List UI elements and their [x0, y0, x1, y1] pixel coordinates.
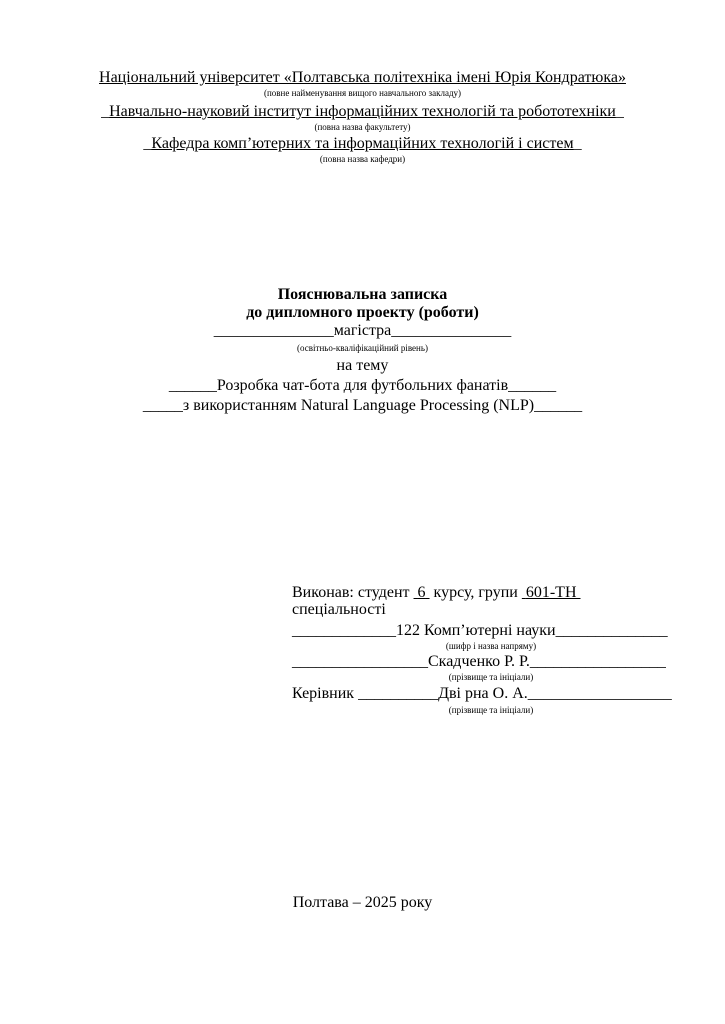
student-line: _________________Скадченко Р. Р._________________	[292, 653, 666, 670]
university-name: Національний університет «Полтавська політехніка імені Юрія Кондратюка»	[99, 69, 626, 86]
topic-line-1-text: Розробка чат-бота для футбольних фанатів	[216, 377, 509, 394]
group-number: 601-ТН	[525, 584, 577, 601]
degree-caption: (освітньо-кваліфікаційний рівень)	[297, 343, 428, 353]
institute-name: _Навчально-науковий інститут інформаційних технологій та робототехніки_	[101, 103, 624, 120]
student-name: Скадченко Р. Р.	[428, 653, 530, 670]
university-caption: (повне найменування вищого навчального закладу)	[263, 88, 462, 98]
course-number: 6	[417, 584, 426, 601]
performer-line	[292, 585, 581, 601]
city-year: Полтава – 2025 року	[292, 894, 433, 911]
specialty-line: _____________122 Комп’ютерні науки______________	[292, 622, 668, 639]
department-name-text: Кафедра комп’ютерних та інформаційних технологій і систем	[151, 135, 574, 152]
supervisor-line: Керівник __________Дві рна О. А.__________________	[292, 685, 672, 702]
topic-line-2-text: з використанням Natural Language Processing (NLP)	[182, 397, 535, 414]
topic-line-2: _____з використанням Natural Language Processing (NLP)______	[142, 397, 583, 414]
performer-mid-label: курсу, групи	[429, 584, 522, 601]
department-caption: (повна назва кафедри)	[319, 154, 406, 164]
specialty-text: 122 Комп’ютерні науки	[396, 622, 556, 639]
document-subtitle: до дипломного проекту (роботи)	[246, 304, 479, 321]
degree-level: _______________магістра_______________	[213, 322, 512, 339]
student-caption: (прізвище та ініціали)	[448, 672, 534, 682]
supervisor-caption: (прізвище та ініціали)	[448, 705, 534, 715]
degree-level-text: магістра	[333, 322, 392, 339]
performer-label: Виконав: студент	[292, 584, 414, 601]
department-name: _Кафедра комп’ютерних та інформаційних технологій і систем_	[143, 135, 582, 152]
topic-label: на тему	[336, 357, 389, 374]
supervisor-name: Дві рна О. А.	[438, 685, 528, 702]
specialty-label: спеціальності	[292, 601, 386, 618]
supervisor-label: Керівник	[292, 685, 359, 702]
specialty-caption: (шифр і назва напряму)	[445, 641, 537, 651]
topic-line-1: ______Розробка чат-бота для футбольних фанатів______	[168, 377, 557, 394]
document-title: Пояснювальна записка	[277, 286, 448, 303]
institute-name-text: Навчально-науковий інститут інформаційних технологій та робототехніки	[109, 103, 616, 120]
institute-caption: (повна назва факультету)	[314, 122, 411, 132]
